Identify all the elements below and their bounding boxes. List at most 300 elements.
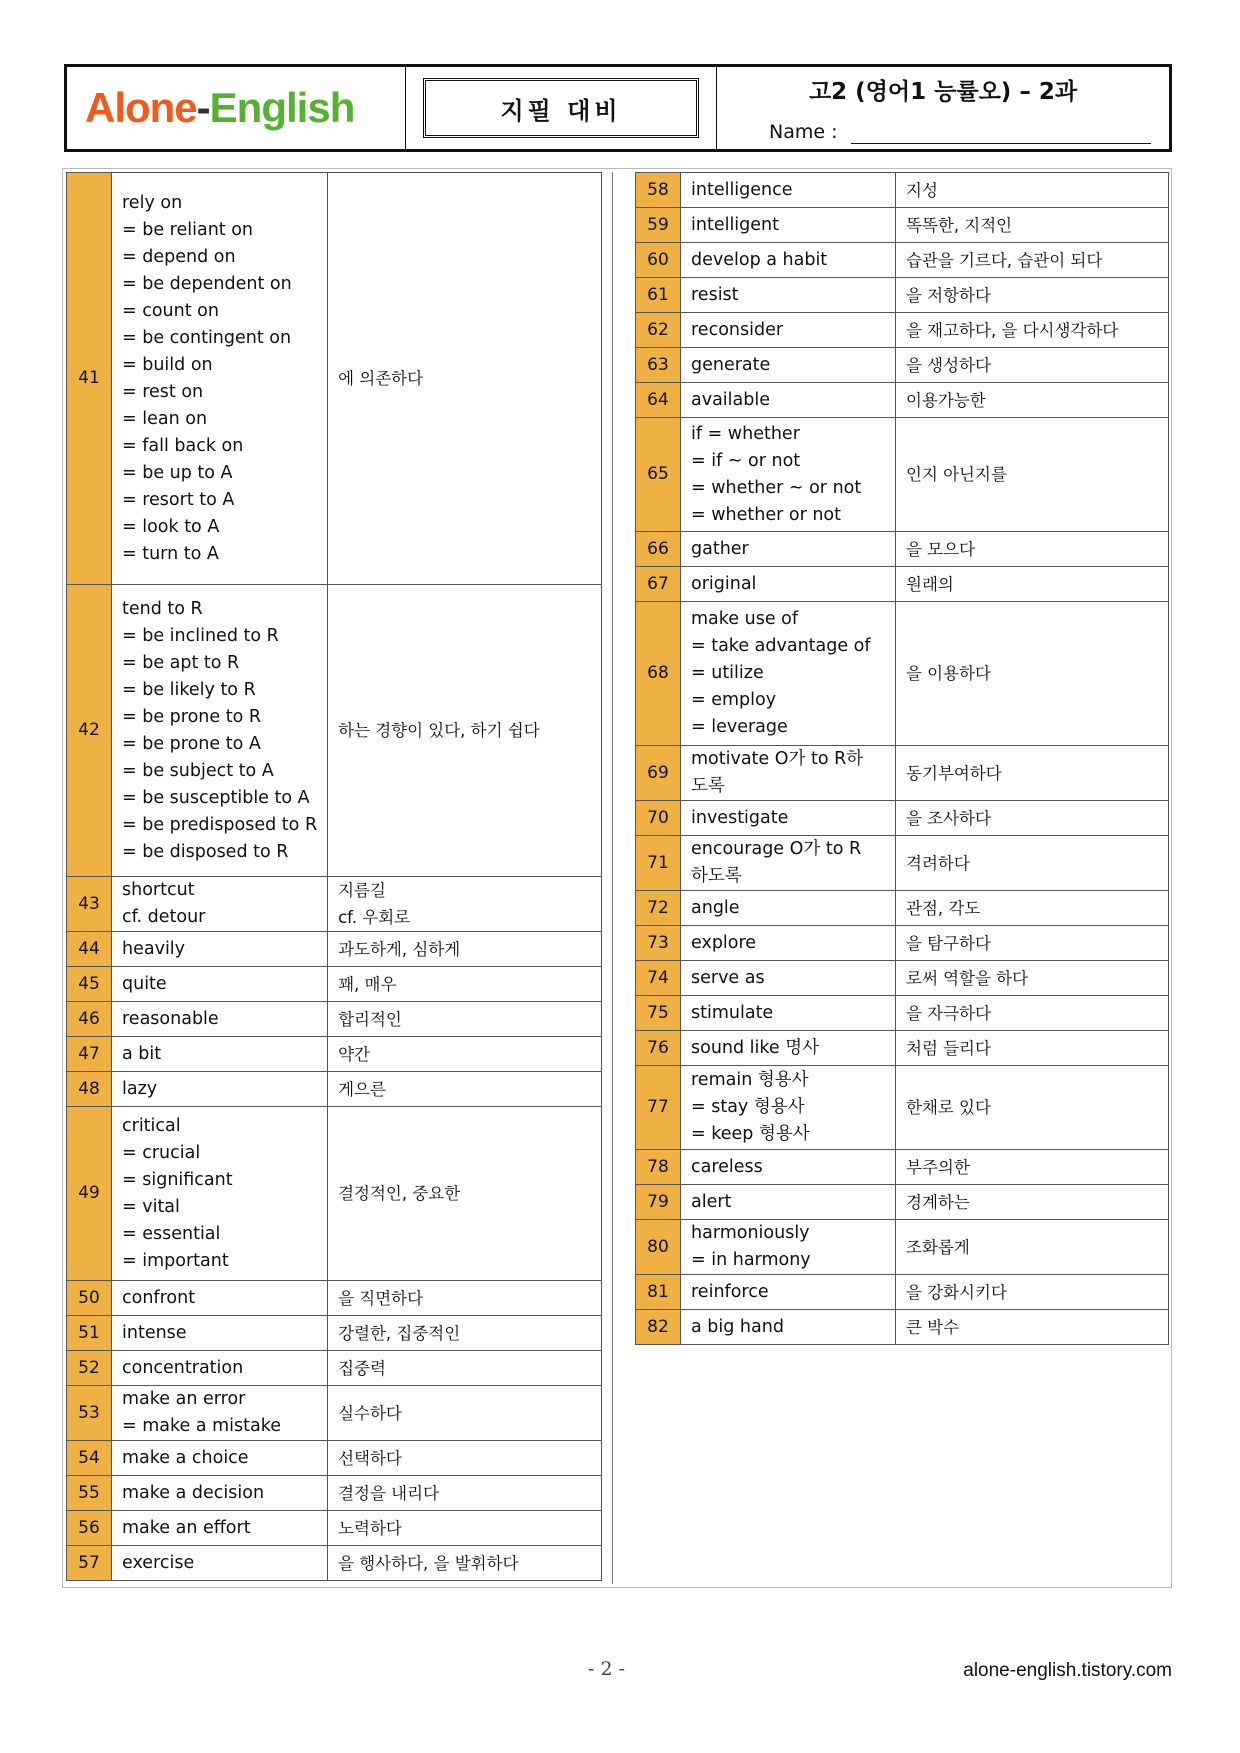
korean-meaning xyxy=(896,208,1169,243)
item-number: 66 xyxy=(636,532,681,567)
english-term xyxy=(112,1316,328,1351)
korean-meaning xyxy=(328,1037,602,1072)
korean-meaning xyxy=(896,383,1169,418)
item-number: 42 xyxy=(67,585,112,877)
vocab-row xyxy=(636,996,1169,1031)
english-term-line: make a choice xyxy=(122,1447,249,1468)
page-number: - 2 - xyxy=(588,1658,626,1680)
english-term-line: = keep 형용사 xyxy=(691,1124,810,1144)
korean-meaning xyxy=(896,1150,1169,1185)
vocab-row xyxy=(636,1031,1169,1066)
item-number: 41 xyxy=(67,173,112,585)
vocab-table-left xyxy=(66,172,602,1581)
item-number: 79 xyxy=(636,1185,681,1220)
item-number: 82 xyxy=(636,1310,681,1345)
english-term-line: = depend on xyxy=(122,246,236,267)
korean-meaning xyxy=(328,585,602,877)
english-term-line: = vital xyxy=(122,1196,180,1217)
english-term-line: = whether ~ or not xyxy=(691,477,862,498)
korean-meaning-line: 을 자극하다 xyxy=(906,1003,991,1023)
korean-meaning xyxy=(896,567,1169,602)
item-number: 56 xyxy=(67,1511,112,1546)
korean-meaning-line: 집중력 xyxy=(338,1358,386,1378)
english-term-line: motivate O가 to R하 xyxy=(691,749,864,769)
korean-meaning xyxy=(896,996,1169,1031)
vocab-row xyxy=(67,1476,602,1511)
english-term-line: angle xyxy=(691,897,740,918)
korean-meaning-line: 과도하게, 심하게 xyxy=(338,939,461,959)
korean-meaning xyxy=(328,1476,602,1511)
vocab-row xyxy=(636,1150,1169,1185)
korean-meaning-line: 부주의한 xyxy=(906,1157,970,1177)
english-term-line: reinforce xyxy=(691,1281,769,1302)
korean-meaning xyxy=(896,746,1169,801)
english-term-line: a bit xyxy=(122,1043,162,1064)
english-term-line: 도록 xyxy=(691,776,725,796)
vocab-row xyxy=(636,208,1169,243)
korean-meaning xyxy=(896,1275,1169,1310)
english-term-line: shortcut xyxy=(122,880,195,900)
item-number: 54 xyxy=(67,1441,112,1476)
english-term xyxy=(681,1066,896,1150)
korean-meaning-line: 을 탐구하다 xyxy=(906,933,991,953)
english-term xyxy=(112,585,328,877)
english-term-line: = employ xyxy=(691,690,777,710)
english-term-line: a big hand xyxy=(691,1316,784,1337)
korean-meaning-line: 선택하다 xyxy=(338,1448,402,1468)
vocab-row xyxy=(67,967,602,1002)
korean-meaning-line: 을 행사하다, 을 발휘하다 xyxy=(338,1553,519,1573)
korean-meaning xyxy=(896,602,1169,746)
item-number: 52 xyxy=(67,1351,112,1386)
english-term-line: reasonable xyxy=(122,1008,219,1029)
item-number: 64 xyxy=(636,383,681,418)
english-term xyxy=(681,801,896,836)
vocab-row xyxy=(67,1546,602,1581)
korean-meaning xyxy=(896,1031,1169,1066)
korean-meaning-line: 동기부여하다 xyxy=(906,763,1002,783)
item-number: 44 xyxy=(67,932,112,967)
english-term-line: heavily xyxy=(122,938,186,959)
item-number: 70 xyxy=(636,801,681,836)
english-term xyxy=(681,1031,896,1066)
item-number: 61 xyxy=(636,278,681,313)
item-number: 73 xyxy=(636,926,681,961)
korean-meaning xyxy=(328,1316,602,1351)
item-number: 77 xyxy=(636,1066,681,1150)
english-term-line: careless xyxy=(691,1156,763,1177)
worksheet-title: 고2 (영어1 능률오) – 2과 xyxy=(808,79,1078,105)
english-term xyxy=(112,1072,328,1107)
english-term-line: = stay 형용사 xyxy=(691,1097,805,1117)
logo-dash: - xyxy=(196,84,210,131)
english-term xyxy=(681,173,896,208)
item-number: 72 xyxy=(636,891,681,926)
vocab-row xyxy=(636,1220,1169,1275)
english-term xyxy=(681,891,896,926)
english-term-line: quite xyxy=(122,973,167,994)
korean-meaning-line: 로써 역할을 하다 xyxy=(906,968,1029,988)
english-term-line: harmoniously xyxy=(691,1223,810,1243)
item-number: 62 xyxy=(636,313,681,348)
english-term xyxy=(112,1037,328,1072)
vocab-row xyxy=(67,932,602,967)
korean-meaning-line: 큰 박수 xyxy=(906,1317,960,1337)
english-term-line: = rest on xyxy=(122,381,204,402)
korean-meaning-line: 처럼 들리다 xyxy=(906,1038,991,1058)
vocab-table-right xyxy=(635,172,1169,1345)
korean-meaning-line: 실수하다 xyxy=(338,1403,402,1423)
vocab-row xyxy=(636,1066,1169,1150)
site-url[interactable]: alone-english.tistory.com xyxy=(963,1660,1172,1681)
english-term-line: = be up to A xyxy=(122,462,233,483)
korean-meaning-line: cf. 우회로 xyxy=(338,908,411,927)
english-term xyxy=(681,383,896,418)
english-term xyxy=(681,208,896,243)
korean-meaning xyxy=(896,1310,1169,1345)
item-number: 50 xyxy=(67,1281,112,1316)
item-number: 58 xyxy=(636,173,681,208)
english-term-line: = take advantage of xyxy=(691,636,871,656)
english-term-line: = turn to A xyxy=(122,543,219,564)
vocab-row xyxy=(636,801,1169,836)
item-number: 49 xyxy=(67,1107,112,1281)
korean-meaning xyxy=(328,1107,602,1281)
item-number: 80 xyxy=(636,1220,681,1275)
english-term-line: = significant xyxy=(122,1169,233,1190)
english-term-line: intelligent xyxy=(691,214,779,235)
english-term-line: = if ~ or not xyxy=(691,450,801,471)
english-term-line: = look to A xyxy=(122,516,220,537)
english-term xyxy=(112,1351,328,1386)
name-label: Name : xyxy=(769,121,838,143)
vocab-row xyxy=(67,1386,602,1441)
english-term xyxy=(681,278,896,313)
korean-meaning-line: 강렬한, 집중적인 xyxy=(338,1323,461,1343)
item-number: 55 xyxy=(67,1476,112,1511)
english-term xyxy=(112,1002,328,1037)
english-term-line: make an error xyxy=(122,1389,246,1409)
english-term xyxy=(112,932,328,967)
english-term-line: resist xyxy=(691,284,739,305)
korean-meaning-line: 게으른 xyxy=(338,1079,386,1099)
item-number: 53 xyxy=(67,1386,112,1441)
item-number: 68 xyxy=(636,602,681,746)
korean-meaning xyxy=(896,1185,1169,1220)
english-term-line: = be contingent on xyxy=(122,327,292,348)
english-term-line: = make a mistake xyxy=(122,1416,282,1436)
korean-meaning xyxy=(896,418,1169,532)
english-term-line: original xyxy=(691,573,757,594)
vocab-row xyxy=(636,418,1169,532)
english-term xyxy=(681,1275,896,1310)
english-term-line: = important xyxy=(122,1250,229,1271)
vocab-row xyxy=(67,1002,602,1037)
korean-meaning-line: 격려하다 xyxy=(906,853,970,873)
korean-meaning-line: 꽤, 매우 xyxy=(338,974,397,994)
english-term-line: make an effort xyxy=(122,1517,251,1538)
korean-meaning-line: 지성 xyxy=(906,180,938,200)
korean-meaning xyxy=(328,932,602,967)
item-number: 69 xyxy=(636,746,681,801)
english-term-line: = be subject to A xyxy=(122,760,274,781)
english-term xyxy=(112,1107,328,1281)
english-term-line: concentration xyxy=(122,1357,244,1378)
english-term xyxy=(681,348,896,383)
logo-english: English xyxy=(209,84,355,131)
korean-meaning xyxy=(328,1441,602,1476)
vocab-row xyxy=(636,926,1169,961)
english-term-line: encourage O가 to R xyxy=(691,839,862,859)
english-term-line: = be susceptible to A xyxy=(122,787,310,808)
english-term-line: = be dependent on xyxy=(122,273,292,294)
korean-meaning-line: 을 모으다 xyxy=(906,539,976,559)
vocab-row xyxy=(67,1107,602,1281)
english-term-line: develop a habit xyxy=(691,249,828,270)
item-number: 45 xyxy=(67,967,112,1002)
korean-meaning-line: 이용가능한 xyxy=(906,390,986,410)
english-term-line: = be prone to R xyxy=(122,706,262,727)
korean-meaning-line: 을 강화시키다 xyxy=(906,1282,1007,1302)
korean-meaning-line: 똑똑한, 지적인 xyxy=(906,215,1013,235)
vocab-row xyxy=(67,585,602,877)
title-cell xyxy=(717,67,1169,149)
column-divider xyxy=(612,172,613,1584)
english-term xyxy=(681,836,896,891)
korean-meaning-line: 을 직면하다 xyxy=(338,1288,424,1308)
english-term-line: stimulate xyxy=(691,1002,774,1023)
english-term xyxy=(681,418,896,532)
english-term xyxy=(112,967,328,1002)
item-number: 78 xyxy=(636,1150,681,1185)
english-term xyxy=(112,1386,328,1441)
english-term-line: available xyxy=(691,389,770,410)
korean-meaning-line: 조화롭게 xyxy=(906,1237,970,1257)
english-term-line: exercise xyxy=(122,1552,195,1573)
korean-meaning xyxy=(328,1002,602,1037)
vocab-row xyxy=(636,1310,1169,1345)
korean-meaning xyxy=(328,967,602,1002)
vocab-row xyxy=(636,278,1169,313)
item-number: 60 xyxy=(636,243,681,278)
english-term-line: critical xyxy=(122,1115,181,1136)
english-term xyxy=(681,926,896,961)
korean-meaning-line: 에 의존하다 xyxy=(338,369,424,388)
english-term-line: = be apt to R xyxy=(122,652,240,673)
english-term-line: = be reliant on xyxy=(122,219,254,240)
korean-meaning-line: 노력하다 xyxy=(338,1518,402,1538)
english-term-line: if = whether xyxy=(691,423,800,444)
english-term xyxy=(681,996,896,1031)
korean-meaning xyxy=(896,313,1169,348)
logo-alone: Alone xyxy=(85,84,197,131)
item-number: 48 xyxy=(67,1072,112,1107)
english-term-line: gather xyxy=(691,538,749,559)
english-term-line: remain 형용사 xyxy=(691,1070,809,1090)
korean-meaning-line: 관점, 각도 xyxy=(906,898,981,918)
english-term-line: = fall back on xyxy=(122,435,244,456)
english-term xyxy=(681,1150,896,1185)
korean-meaning xyxy=(328,1281,602,1316)
english-term-line: tend to R xyxy=(122,598,203,619)
korean-meaning xyxy=(328,1072,602,1107)
vocab-row xyxy=(636,348,1169,383)
english-term xyxy=(112,877,328,932)
english-term xyxy=(681,532,896,567)
vocab-row xyxy=(636,1275,1169,1310)
korean-meaning xyxy=(328,1511,602,1546)
english-term xyxy=(112,1476,328,1511)
vocab-row xyxy=(636,173,1169,208)
english-term xyxy=(681,1310,896,1345)
english-term xyxy=(681,1220,896,1275)
item-number: 81 xyxy=(636,1275,681,1310)
english-term-line: intelligence xyxy=(691,179,793,200)
vocab-row xyxy=(67,1037,602,1072)
vocab-row xyxy=(67,1351,602,1386)
item-number: 43 xyxy=(67,877,112,932)
english-term-line: = crucial xyxy=(122,1142,201,1163)
exam-badge: 지필 대비 xyxy=(423,78,699,138)
vocab-row xyxy=(636,891,1169,926)
english-term-line: = be inclined to R xyxy=(122,625,279,646)
item-number: 65 xyxy=(636,418,681,532)
item-number: 57 xyxy=(67,1546,112,1581)
english-term-line: alert xyxy=(691,1191,732,1212)
english-term-line: = be prone to A xyxy=(122,733,261,754)
english-term-line: = be predisposed to R xyxy=(122,814,318,835)
korean-meaning-line: 결정적인, 중요한 xyxy=(338,1184,461,1203)
english-term-line: = be likely to R xyxy=(122,679,256,700)
korean-meaning xyxy=(896,278,1169,313)
korean-meaning xyxy=(896,926,1169,961)
korean-meaning-line: 경계하는 xyxy=(906,1192,970,1212)
vocab-row xyxy=(636,567,1169,602)
english-term xyxy=(681,602,896,746)
english-term-line: lazy xyxy=(122,1078,158,1099)
english-term-line: generate xyxy=(691,354,771,375)
english-term-line: = whether or not xyxy=(691,504,841,525)
korean-meaning-line: 원래의 xyxy=(906,574,954,594)
korean-meaning xyxy=(896,961,1169,996)
english-term-line: = lean on xyxy=(122,408,208,429)
item-number: 59 xyxy=(636,208,681,243)
vocab-row xyxy=(67,1281,602,1316)
header xyxy=(64,64,1172,152)
english-term xyxy=(112,1546,328,1581)
korean-meaning-line: 지름길 xyxy=(338,881,386,900)
vocab-row xyxy=(636,532,1169,567)
english-term-line: cf. detour xyxy=(122,907,206,927)
korean-meaning-line: 을 이용하다 xyxy=(906,664,991,683)
english-term-line: = be disposed to R xyxy=(122,841,289,862)
korean-meaning xyxy=(896,243,1169,278)
korean-meaning xyxy=(896,1220,1169,1275)
vocab-row xyxy=(67,1072,602,1107)
english-term-line: serve as xyxy=(691,967,765,988)
korean-meaning xyxy=(328,173,602,585)
english-term xyxy=(112,1281,328,1316)
vocab-row xyxy=(636,1185,1169,1220)
vocab-row xyxy=(67,173,602,585)
english-term-line: = count on xyxy=(122,300,219,321)
item-number: 71 xyxy=(636,836,681,891)
item-number: 63 xyxy=(636,348,681,383)
name-field[interactable] xyxy=(851,143,1151,144)
vocab-row xyxy=(67,1441,602,1476)
english-term-line: sound like 명사 xyxy=(691,1037,820,1058)
vocab-row xyxy=(67,1511,602,1546)
korean-meaning-line: 을 저항하다 xyxy=(906,285,991,305)
english-term xyxy=(681,243,896,278)
korean-meaning xyxy=(896,891,1169,926)
logo xyxy=(67,67,406,149)
english-term-line: = essential xyxy=(122,1223,221,1244)
korean-meaning-line: 인지 아닌지를 xyxy=(906,465,1007,484)
item-number: 74 xyxy=(636,961,681,996)
korean-meaning xyxy=(328,877,602,932)
korean-meaning xyxy=(328,1386,602,1441)
korean-meaning-line: 합리적인 xyxy=(338,1009,402,1029)
korean-meaning xyxy=(896,348,1169,383)
korean-meaning-line: 하는 경향이 있다, 하기 쉽다 xyxy=(338,721,540,740)
vocab-row xyxy=(636,961,1169,996)
korean-meaning-line: 을 생성하다 xyxy=(906,355,991,375)
item-number: 46 xyxy=(67,1002,112,1037)
english-term-line: explore xyxy=(691,932,757,953)
vocab-row xyxy=(67,1316,602,1351)
korean-meaning-line: 을 조사하다 xyxy=(906,808,991,828)
english-term xyxy=(681,1185,896,1220)
english-term-line: confront xyxy=(122,1287,196,1308)
korean-meaning xyxy=(328,1546,602,1581)
english-term-line: reconsider xyxy=(691,319,784,340)
vocab-row xyxy=(636,746,1169,801)
english-term-line: = utilize xyxy=(691,663,764,683)
english-term xyxy=(681,746,896,801)
english-term xyxy=(112,1511,328,1546)
item-number: 75 xyxy=(636,996,681,1031)
item-number: 76 xyxy=(636,1031,681,1066)
korean-meaning xyxy=(896,801,1169,836)
english-term xyxy=(681,313,896,348)
korean-meaning xyxy=(896,173,1169,208)
item-number: 67 xyxy=(636,567,681,602)
english-term xyxy=(112,1441,328,1476)
english-term-line: = in harmony xyxy=(691,1250,811,1270)
english-term-line: make use of xyxy=(691,609,799,629)
vocab-row xyxy=(636,836,1169,891)
vocab-row xyxy=(636,313,1169,348)
english-term-line: = build on xyxy=(122,354,213,375)
korean-meaning xyxy=(328,1351,602,1386)
english-term-line: rely on xyxy=(122,192,183,213)
korean-meaning xyxy=(896,1066,1169,1150)
item-number: 47 xyxy=(67,1037,112,1072)
english-term-line: make a decision xyxy=(122,1482,265,1503)
vocab-row xyxy=(636,602,1169,746)
korean-meaning-line: 을 재고하다, 을 다시생각하다 xyxy=(906,320,1119,340)
korean-meaning-line: 약간 xyxy=(338,1044,370,1064)
korean-meaning-line: 한채로 있다 xyxy=(906,1098,991,1117)
korean-meaning-line: 결정을 내리다 xyxy=(338,1483,439,1503)
vocab-row xyxy=(636,243,1169,278)
english-term xyxy=(681,567,896,602)
english-term-line: intense xyxy=(122,1322,187,1343)
english-term-line: = resort to A xyxy=(122,489,235,510)
korean-meaning xyxy=(896,532,1169,567)
korean-meaning-line: 습관을 기르다, 습관이 되다 xyxy=(906,250,1103,270)
